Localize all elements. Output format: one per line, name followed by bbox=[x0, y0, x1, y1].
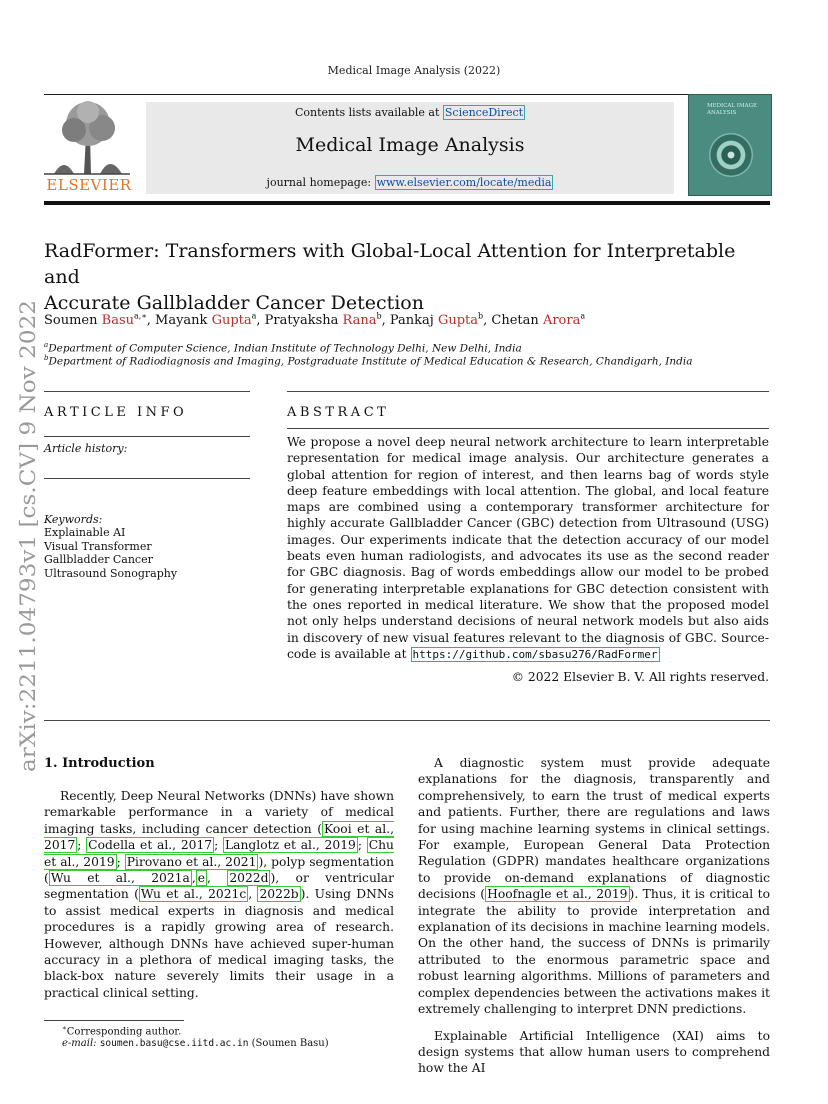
article-info-top-rule bbox=[44, 391, 250, 392]
copyright-notice: © 2022 Elsevier B. V. All rights reserved. bbox=[511, 670, 769, 684]
cover-artwork bbox=[709, 133, 753, 177]
affiliation-a: $^a$Department of Computer Science, Indian Institute of Technology Delhi, New Delhi, India bbox=[44, 341, 522, 355]
paper-title-line-1: RadFormer: Transformers with Global-Local Attention for Interpretable and bbox=[44, 240, 736, 288]
contents-line bbox=[146, 106, 674, 119]
citation-link[interactable]: Langlotz et al., 2019 bbox=[225, 838, 356, 853]
author-surname-link[interactable]: Basu bbox=[101, 313, 134, 329]
publisher-wordmark: ELSEVIER bbox=[46, 176, 132, 194]
intro-paragraph-3: Explainable Artificial Intelligence (XAI) aims to design systems that allow human users to comprehend how the AI bbox=[418, 1028, 770, 1076]
keyword: Explainable AI bbox=[44, 526, 126, 539]
author-surname-link[interactable]: Rana bbox=[342, 313, 377, 329]
source-code-link[interactable]: https://github.com/sbasu276/RadFormer bbox=[412, 647, 658, 661]
intro-paragraph-1: Recently, Deep Neural Networks (DNNs) have shown remarkable performance in a variety of medical imaging tasks, including cancer detection ( Kooi et al., 2017 ; Codella et al., 2017 ; Langlotz et al., 2019 ; Chu et al., 2019 ; Pirovano et al., 2021 ), polyp segmentation ( Wu et al., 2021a , e , 2022d ), or ventricular segmentation ( Wu et al., 2021c , 2022b ). Using DNNs to assist medical experts in diagnosis and medical procedures is a rapidly growing area of research. However, although DNNs have achieved super-human accuracy in a plethora of medical imaging tasks, the black-box nature severely limits their usage in a practical clinical setting. bbox=[44, 789, 395, 1000]
abstract-body bbox=[287, 434, 769, 663]
article-info-rule bbox=[44, 436, 250, 437]
email-address[interactable]: soumen.basu@cse.iitd.ac.in bbox=[99, 1038, 249, 1049]
citation-link[interactable]: Codella et al., 2017 bbox=[88, 838, 213, 853]
running-header: Medical Image Analysis (2022) bbox=[327, 64, 501, 77]
footnote-email: e-mail: soumen.basu@cse.iitd.ac.in (Soumen Basu) bbox=[62, 1038, 329, 1049]
banner-thick-rule bbox=[44, 201, 770, 205]
history-rule bbox=[44, 478, 250, 479]
arxiv-stamp bbox=[4, 296, 46, 776]
author-surname-link[interactable]: Gupta bbox=[211, 313, 252, 329]
author: Chetan Arora$^a$ bbox=[491, 312, 586, 329]
citation-link[interactable]: e bbox=[197, 871, 206, 886]
journal-cover-image bbox=[688, 94, 772, 196]
keyword: Visual Transformer bbox=[44, 539, 152, 553]
sciencedirect-link[interactable]: ScienceDirect bbox=[444, 106, 524, 119]
keywords-heading: Keywords: bbox=[44, 513, 103, 526]
intro-paragraph-2: A diagnostic system must provide adequate explanations for the diagnosis, transparently and comprehensively, to earn the trust of medical experts and patients. Further, there are regulations and laws for using machine learning systems in clinical settings. For example, European General Data Protection Regulation (GDPR) mandates healthcare organizations to provide on-demand explanations of diagnostic decisions ( Hoofnagle et al., 2019 ). Thus, it is critical to integrate the ability to provide interpretation and explanation of its decisions in machine learning models. On the other hand, the success of DNNs is primarily attributed to the enormous parametric space and robust learning algorithms. Millions of parameters and complex dependencies between the activations makes it extremely challenging to interpret DNN predictions. bbox=[418, 756, 770, 1017]
keyword: Gallbladder Cancer bbox=[44, 553, 153, 567]
author-list bbox=[44, 312, 585, 328]
footnote-corresponding: ∗Corresponding author. bbox=[62, 1024, 182, 1038]
abstract-top-rule bbox=[287, 391, 769, 392]
author-surname-link[interactable]: Gupta bbox=[437, 313, 479, 329]
homepage-link[interactable]: www.elsevier.com/locate/media bbox=[376, 176, 552, 189]
keyword-list bbox=[44, 526, 177, 580]
citation-link[interactable]: Wu et al., 2021a bbox=[50, 871, 190, 886]
affiliation-b: $^b$Department of Radiodiagnosis and Imaging, Postgraduate Institute of Medical Education & Research, Chandigarh, India bbox=[44, 354, 693, 368]
contents-prefix: Contents lists available at bbox=[294, 106, 440, 119]
citation-link[interactable]: 2022d bbox=[229, 871, 269, 886]
paper-title-line-2: Accurate Gallbladder Cancer Detection bbox=[44, 292, 424, 314]
footnote-rule bbox=[44, 1020, 184, 1021]
citation-link[interactable]: Pirovano et al., 2021 bbox=[126, 854, 257, 869]
author: Soumen Basu$^{a,∗}$, bbox=[44, 312, 156, 329]
journal-title: Medical Image Analysis bbox=[295, 134, 525, 156]
keyword: Ultrasound Sonography bbox=[44, 566, 178, 580]
arxiv-stamp-text: arXiv:2211.04793v1 [cs.CV] 9 Nov 2022 bbox=[16, 333, 41, 772]
cover-title: MEDICAL IMAGE ANALYSIS bbox=[707, 103, 757, 116]
citation-link[interactable]: Hoofnagle et al., 2019 bbox=[487, 887, 628, 902]
abstract-bottom-rule bbox=[44, 720, 770, 721]
citation-link[interactable]: Wu et al., 2021c bbox=[140, 887, 247, 902]
header-rule bbox=[44, 94, 770, 95]
article-info-heading: ARTICLE INFO bbox=[44, 405, 188, 420]
section-heading: 1. Introduction bbox=[44, 756, 155, 771]
intro-right-column bbox=[418, 755, 770, 1077]
homepage-line bbox=[146, 176, 674, 189]
citation-link[interactable]: Kooi et al., 2017 bbox=[44, 821, 395, 853]
abstract-text: We propose a novel deep neural network architecture to learn interpretable representation for medical image analysis. Our architecture generates a global attention for region of interest, and then learns bag of words style deep feature embeddings with local attention. The global, and local feature maps are combined using a contemporary transformer architecture for highly accurate Gallbladder Cancer (GBC) detection from Ultrasound (USG) images. Our experiments indicate that the detection accuracy of our model beats even human radiologists, and advocates its use as the second reader for GBC diagnosis. Bag of words embeddings allow our model to be probed for generating interpretable explanations for GBC detection consistent with the ones reported in medical literature. We show that the proposed model not only helps understand decisions of neural network models but also aids in discovery of new visual features relevant to the diagnosis of GBC. Source-code is available at bbox=[287, 435, 769, 661]
abstract-rule bbox=[287, 428, 769, 429]
article-history: Article history: bbox=[44, 442, 128, 455]
paper-title bbox=[44, 238, 744, 316]
homepage-prefix: journal homepage: bbox=[266, 176, 372, 189]
author: Pratyaksha Rana$^b$, bbox=[264, 312, 390, 329]
intro-left-column bbox=[44, 788, 394, 1001]
author: Pankaj Gupta$^b$, bbox=[389, 312, 492, 329]
abstract-heading: ABSTRACT bbox=[287, 405, 390, 420]
author-surname-link[interactable]: Arora bbox=[542, 313, 581, 329]
citation-link[interactable]: Chu et al., 2019 bbox=[44, 838, 394, 869]
author: Mayank Gupta$^a$, bbox=[155, 312, 265, 329]
citation-link[interactable]: 2022b bbox=[259, 887, 299, 902]
